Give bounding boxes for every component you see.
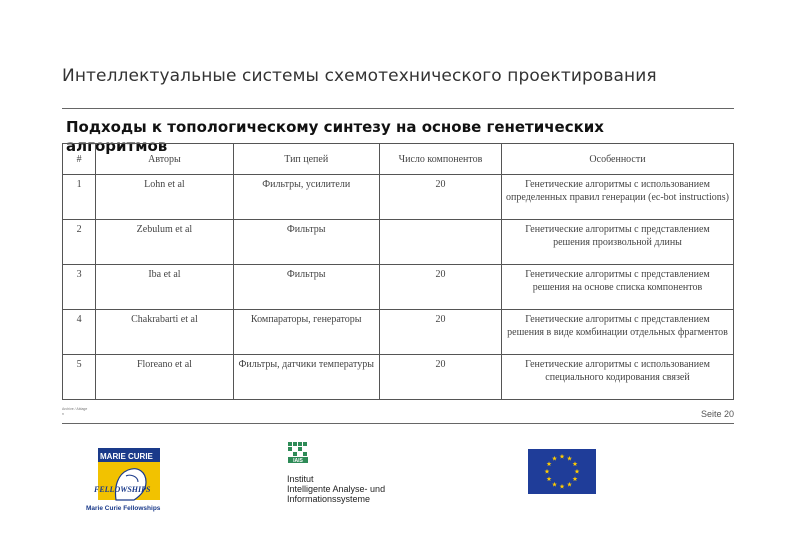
table-row xyxy=(63,355,734,400)
cell-number: 2 xyxy=(63,220,96,265)
cell-component-count: 20 xyxy=(379,175,501,220)
logo-word: MARIE CURIE xyxy=(100,452,153,461)
cell-authors: Lohn et al xyxy=(96,175,233,220)
table-row xyxy=(63,265,734,310)
cell-circuit-type: Фильтры xyxy=(233,220,379,265)
cell-number: 4 xyxy=(63,310,96,355)
column-header-component-count: Число компонентов xyxy=(379,144,501,175)
cell-number: 1 xyxy=(63,175,96,220)
cell-authors: Zebulum et al xyxy=(96,220,233,265)
cell-number: 5 xyxy=(63,355,96,400)
synthesis-approaches-table xyxy=(62,143,734,400)
cell-circuit-type: Компараторы, генераторы xyxy=(233,310,379,355)
cell-features: Генетические алгоритмы с использованием специального кодирования связей xyxy=(502,355,734,400)
iais-line: Institut xyxy=(287,474,314,484)
cell-circuit-type: Фильтры, датчики температуры xyxy=(233,355,379,400)
cell-features: Генетические алгоритмы с представлением решения в виде комбинации отдельных фрагментов xyxy=(502,310,734,355)
eu-flag-icon xyxy=(528,449,596,494)
section-subtitle: Подходы к топологическому синтезу на основе генетических алгоритмов xyxy=(66,118,604,155)
column-header-features: Особенности xyxy=(502,144,734,175)
footer-divider xyxy=(62,423,734,424)
cell-authors: Iba et al xyxy=(96,265,233,310)
cell-component-count: 20 xyxy=(379,265,501,310)
column-header-authors: Авторы xyxy=(96,144,233,175)
iais-line: Informationssysteme xyxy=(287,494,371,504)
cell-component-count: 20 xyxy=(379,355,501,400)
cell-component-count: 20 xyxy=(379,310,501,355)
page-title: Интеллектуальные системы схемотехнического проектирования xyxy=(62,66,657,86)
column-header-number: # xyxy=(63,144,96,175)
cell-circuit-type: Фильтры, усилители xyxy=(233,175,379,220)
iais-institute-name xyxy=(287,474,385,504)
iais-mark-text: IAIS xyxy=(293,458,303,463)
cell-authors: Chakrabarti et al xyxy=(96,310,233,355)
cell-circuit-type: Фильтры xyxy=(233,265,379,310)
iais-logo-icon xyxy=(287,441,309,463)
footnote xyxy=(62,407,87,417)
title-divider xyxy=(62,108,734,109)
cell-number: 3 xyxy=(63,265,96,310)
footnote-line: Archive / Ablage xyxy=(62,407,88,411)
table-row xyxy=(63,220,734,265)
footnote-line: n xyxy=(62,412,64,416)
iais-line: Intelligente Analyse- und xyxy=(287,484,386,494)
cell-features: Генетические алгоритмы с представлением решения произвольной длины xyxy=(502,220,734,265)
marie-curie-caption: Marie Curie Fellowships xyxy=(86,505,161,512)
logo-word: FELLOWSHIPS xyxy=(94,485,151,494)
table-row xyxy=(63,310,734,355)
cell-component-count xyxy=(379,220,501,265)
table-row xyxy=(63,175,734,220)
cell-authors: Floreano et al xyxy=(96,355,233,400)
table-header-row xyxy=(63,144,734,175)
cell-features: Генетические алгоритмы с представлением решения на основе списка компонентов xyxy=(502,265,734,310)
cell-features: Генетические алгоритмы с использованием определенных правил генерации (ec-bot instructions) xyxy=(502,175,734,220)
column-header-circuit-type: Тип цепей xyxy=(233,144,379,175)
page-number: Seite 20 xyxy=(700,409,734,419)
